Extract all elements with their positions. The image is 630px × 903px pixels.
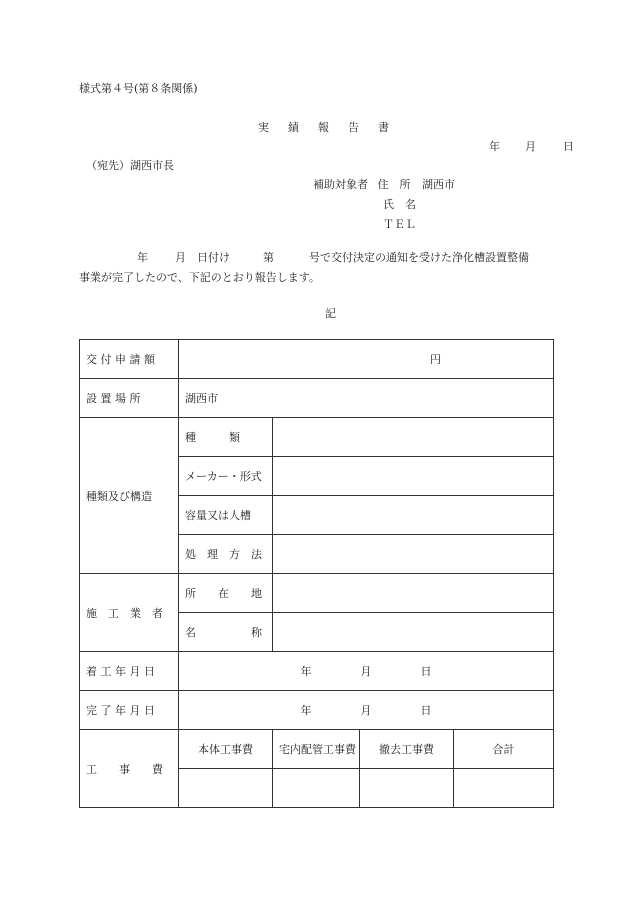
piping-cost-field[interactable]: [273, 769, 360, 808]
title-char: 告: [348, 121, 359, 134]
type-sub-label: 種 類: [179, 418, 273, 457]
address-label: 住 所: [377, 178, 411, 191]
end-date-row: [80, 691, 554, 730]
location-label: 設 置 場 所: [80, 379, 179, 418]
body-date-suffix: 日付け: [197, 251, 230, 264]
end-month: 月: [360, 704, 372, 717]
report-date: [489, 138, 574, 154]
date-month: 月: [525, 140, 536, 153]
cost-header-row: [80, 730, 554, 769]
report-body: [79, 248, 579, 288]
capacity-field[interactable]: [273, 496, 554, 535]
start-date-row: [80, 652, 554, 691]
title-char: 報: [318, 121, 329, 134]
type-field[interactable]: [273, 418, 554, 457]
removal-cost-field[interactable]: [360, 769, 454, 808]
title-char: 書: [378, 121, 389, 134]
start-month: 月: [360, 665, 372, 678]
title-char: 績: [288, 121, 299, 134]
type-structure-label: 種類及び構造: [80, 418, 179, 574]
end-date-label: 完 了 年 月 日: [80, 691, 179, 730]
start-year: 年: [300, 665, 312, 678]
contractor-address-sub-label: 所 在 地: [179, 574, 273, 613]
total-cost-header: 合計: [454, 730, 554, 769]
grant-amount-row: [80, 340, 554, 379]
body-number-prefix: 第: [263, 251, 274, 264]
yen-unit: 円: [430, 353, 441, 366]
start-date-field[interactable]: [179, 652, 554, 691]
date-year: 年: [489, 140, 500, 153]
start-day: 日: [420, 665, 432, 678]
type-row: [80, 418, 554, 457]
body-month: 月: [175, 251, 186, 264]
location-row: [80, 379, 554, 418]
body-line2: 事業が完了したので、下記のとおり報告します。: [79, 271, 320, 284]
main-cost-header: 本体工事費: [179, 730, 273, 769]
applicant-role-label: 補助対象者: [313, 178, 368, 191]
capacity-sub-label: 容量又は人槽: [179, 496, 273, 535]
end-day: 日: [420, 704, 432, 717]
end-year: 年: [300, 704, 312, 717]
removal-cost-header: 撤去工事費: [360, 730, 454, 769]
tel-label: ＴＥＬ: [383, 218, 416, 231]
name-label: 氏 名: [383, 198, 416, 211]
form-number: 様式第４号(第８条関係): [79, 82, 198, 95]
document-title: [258, 119, 408, 135]
contractor-address-row: [80, 574, 554, 613]
main-cost-field[interactable]: [179, 769, 273, 808]
body-year: 年: [137, 251, 148, 264]
grant-amount-label: 交 付 申 請 額: [80, 340, 179, 379]
contractor-label: 施 工 業 者: [80, 574, 179, 652]
treatment-sub-label: 処 理 方 法: [179, 535, 273, 574]
addressee: （宛先）湖西市長: [86, 159, 174, 172]
applicant-block: [313, 175, 455, 235]
ki-heading: 記: [325, 307, 336, 320]
body-number-suffix: 号で交付決定の通知を受けた浄化槽設置整備: [309, 251, 529, 264]
piping-cost-header: 宅内配管工事費: [273, 730, 360, 769]
construction-cost-label: 工 事 費: [80, 730, 179, 808]
end-date-field[interactable]: [179, 691, 554, 730]
maker-sub-label: メーカー・形式: [179, 457, 273, 496]
total-cost-field[interactable]: [454, 769, 554, 808]
grant-amount-field[interactable]: [179, 340, 554, 379]
contractor-name-field[interactable]: [273, 613, 554, 652]
start-date-label: 着 工 年 月 日: [80, 652, 179, 691]
location-field[interactable]: 湖西市: [179, 379, 554, 418]
maker-field[interactable]: [273, 457, 554, 496]
contractor-name-sub-label: 名 称: [179, 613, 273, 652]
treatment-field[interactable]: [273, 535, 554, 574]
report-table: [79, 339, 554, 808]
title-char: 実: [258, 121, 269, 134]
date-day: 日: [563, 140, 574, 153]
contractor-address-field[interactable]: [273, 574, 554, 613]
address-value: 湖西市: [422, 178, 455, 191]
